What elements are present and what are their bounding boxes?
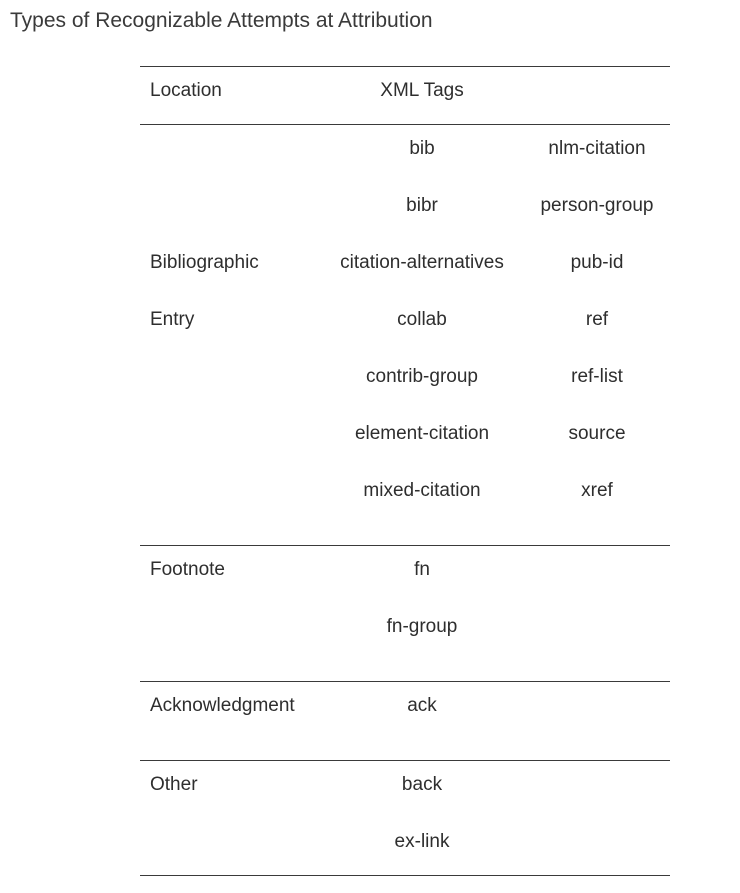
tag-cell: fn-group bbox=[386, 616, 458, 637]
location-other: Other bbox=[150, 774, 198, 795]
section-rule-bibliographic bbox=[140, 545, 670, 546]
tag-cell: ref-list bbox=[571, 366, 623, 387]
tag-cell: collab bbox=[397, 309, 447, 330]
top-rule bbox=[140, 66, 670, 67]
location-acknowledgment: Acknowledgment bbox=[150, 695, 295, 716]
section-rule-acknowledgment bbox=[140, 760, 670, 761]
tag-cell: person-group bbox=[540, 195, 654, 216]
section-rule-footnote bbox=[140, 681, 670, 682]
tag-cell: ex-link bbox=[394, 831, 450, 852]
location-bibliographic: Bibliographic bbox=[150, 252, 259, 273]
tag-cell: mixed-citation bbox=[363, 480, 481, 501]
location-entry: Entry bbox=[150, 309, 195, 330]
header-xml-tags: XML Tags bbox=[380, 80, 464, 101]
tag-cell: element-citation bbox=[354, 423, 490, 444]
tag-cell: bibr bbox=[406, 195, 438, 216]
tag-cell: pub-id bbox=[570, 252, 624, 273]
header-location: Location bbox=[150, 80, 222, 101]
tag-cell: fn bbox=[414, 559, 430, 580]
tag-cell: ack bbox=[407, 695, 437, 716]
tag-cell: bib bbox=[409, 138, 435, 159]
bottom-rule bbox=[140, 875, 670, 876]
tag-cell: citation-alternatives bbox=[340, 252, 504, 273]
tag-cell: contrib-group bbox=[366, 366, 478, 387]
location-footnote: Footnote bbox=[150, 559, 225, 580]
tag-cell: ref bbox=[585, 309, 609, 330]
tag-cell: xref bbox=[581, 480, 613, 501]
tag-cell: nlm-citation bbox=[548, 138, 646, 159]
header-rule bbox=[140, 124, 670, 125]
tag-cell: back bbox=[401, 774, 443, 795]
table-title: Types of Recognizable Attempts at Attribution bbox=[10, 9, 433, 32]
tag-cell: source bbox=[568, 423, 626, 444]
